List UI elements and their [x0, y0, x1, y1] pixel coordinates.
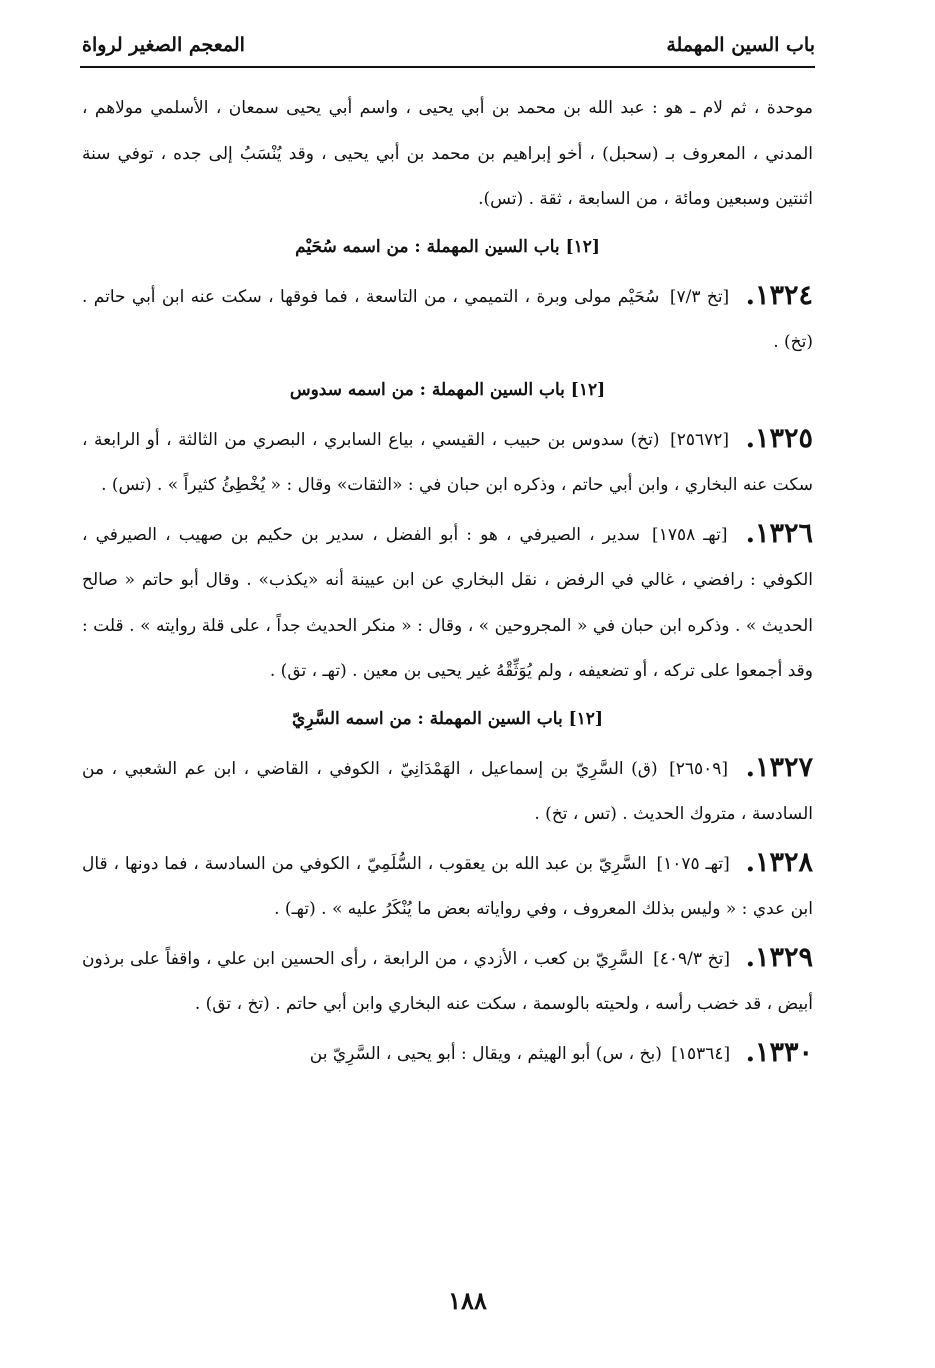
page-number: ١٨٨ — [448, 1286, 487, 1315]
entry-text: سدير ، الصيرفي ، هو : أبو الفضل ، سدير بن حكيم بن صهيب ، الصيرفي ، الكوفي : رافضي ، غالي في الرفض ، نقل البخاري عن ابن عيينة أنه «يكذب» . وقال أبو حاتم « صالح الحديث » . وذكره ابن حبان في « المجروحين » ، وقال : « منكر الحديث جداً ، على قلة روايته » . قلت : وقد أجمعوا على تركه ، أو تضعيفه ، ولم يُوَثِّقْهُ غير يحيى بن معين . (تهـ ، تق) . — [82, 524, 813, 681]
entry-1329 — [82, 933, 813, 1028]
entry-reference: [تهـ ١٠٧٥] — [656, 853, 730, 874]
entry-reference: [١٥٣٦٤] — [671, 1043, 731, 1064]
entry-number: ١٣٢٥. — [745, 422, 814, 454]
entry-text: السَّرِيّ بن كعب ، الأزدي ، من الرابعة ، رأى الحسين ابن علي ، واقفاً على برذون أبيض ، قد خضب رأسه ، ولحيته بالوسمة ، سكت عنه البخاري وابن أبي حاتم . (تخ ، تق) . — [82, 948, 813, 1014]
book-title: المعجم الصغير لرواة — [82, 34, 245, 56]
section-heading: [١٢] باب السين المهملة : من اسمه سُحَيْم — [295, 236, 600, 257]
running-head — [82, 28, 815, 62]
entry-number: ١٣٢٤. — [745, 279, 814, 311]
entry-number: ١٣٢٦. — [745, 517, 814, 549]
continuation-paragraph: موحدة ، ثم لام ـ هو : عبد الله بن محمد بن أبي يحيى ، واسم أبي يحيى سمعان ، الأسلمي مولاهم ، المدني ، المعروف بـ (سحبل) ، أخو إبراهيم بن محمد بن أبي يحيى ، وقد يُنْسَبُ إلى جده ، توفي سنة اثنتين وسبعين ومائة ، من السابعة ، ثقة . (تس). — [82, 98, 813, 209]
entry-text: (ق) السَّرِيّ بن إسماعيل ، الهَمْدَانِيّ ، الكوفي ، القاضي ، ابن عم الشعبي ، من السادسة ، متروك الحديث . (تس ، تخ) . — [82, 758, 813, 824]
entry-number: ١٣٢٨. — [745, 846, 814, 878]
entry-1324 — [82, 271, 813, 366]
entry-1330 — [82, 1028, 813, 1078]
entry-reference: [٢٥٦٧٢] — [670, 429, 730, 450]
entry-number: ١٣٣٠. — [745, 1036, 813, 1068]
entry-1325 — [82, 414, 813, 509]
header-divider — [80, 66, 815, 68]
entry-reference: [تخ ٤٠٩/٣] — [653, 948, 730, 969]
entry-text: السَّرِيّ بن عبد الله بن يعقوب ، السُّلَمِيّ ، الكوفي من السادسة ، فما دونها ، قال ابن عدي : « وليس بذلك المعروف ، وفي رواياته بعض ما يُنْكَرُ عليه » . (تهـ) . — [82, 853, 813, 919]
entry-reference: [تخ ٧/٣] — [669, 286, 730, 307]
entry-number: ١٣٢٩. — [745, 941, 813, 973]
entry-reference: [تهـ ١٧٥٨] — [652, 524, 728, 545]
entry-text: (بخ ، س) أبو الهيثم ، ويقال : أبو يحيى ، السَّرِيّ بن — [309, 1043, 662, 1064]
chapter-title: باب السين المهملة — [666, 34, 815, 56]
page-body — [82, 86, 813, 1077]
entry-1327 — [82, 743, 813, 838]
entry-1328 — [82, 838, 813, 933]
entry-text: (تخ) سدوس بن حبيب ، القيسي ، بياع السابري ، البصري من الثالثة ، أو الرابعة ، سكت عنه البخاري ، وابن أبي حاتم ، وذكره ابن حبان في : «الثقات» وقال : « يُخْطِئُ كثيراً » . (تس) . — [82, 429, 813, 495]
entry-reference: [٢٦٥٠٩] — [669, 758, 729, 779]
entry-text: سُحَيْم مولى وبرة ، التميمي ، من التاسعة ، فما فوقها ، سكت عنه ابن أبي حاتم . (تخ) . — [82, 286, 813, 352]
entry-1326 — [82, 509, 813, 695]
section-heading: [١٢] باب السين المهملة : من اسمه سدوس — [289, 379, 606, 400]
section-heading: [١٢] باب السين المهملة : من اسمه السَّرِيّ — [292, 708, 603, 729]
entry-number: ١٣٢٧. — [745, 751, 814, 783]
